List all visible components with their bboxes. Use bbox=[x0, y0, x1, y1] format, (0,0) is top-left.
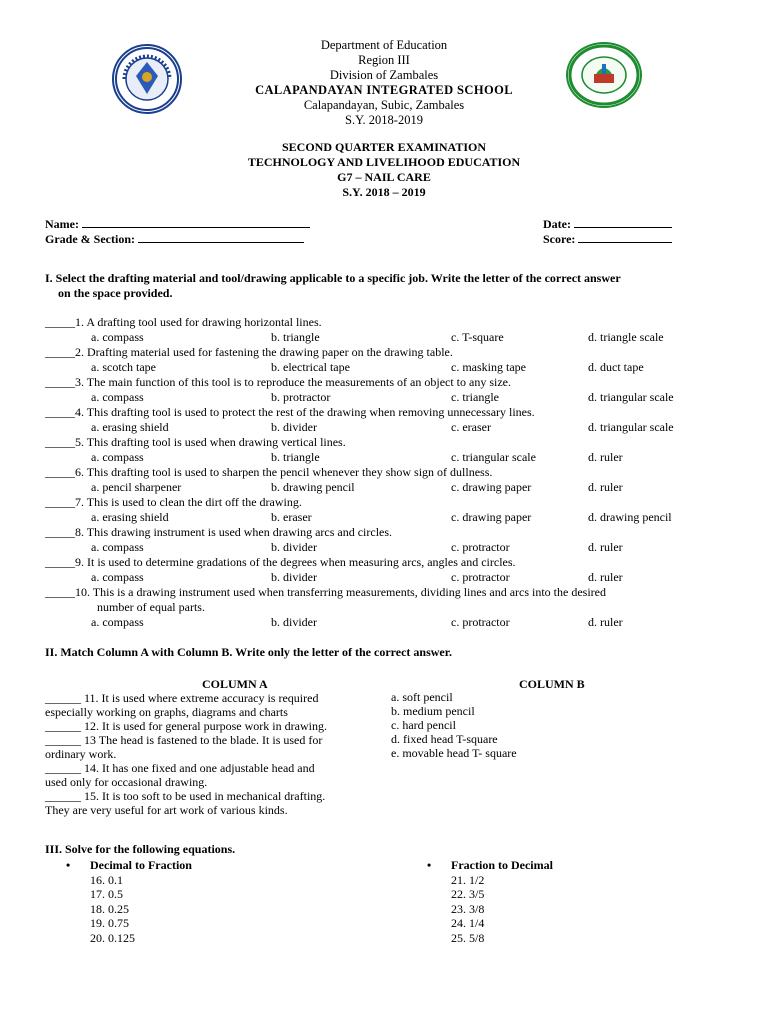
column-a-list bbox=[45, 691, 380, 817]
exam-title-line-4: S.Y. 2018 – 2019 bbox=[342, 185, 426, 199]
list-item: 23. 3/8 bbox=[451, 901, 485, 916]
option-c: c. protractor bbox=[451, 540, 510, 554]
grade-section-field bbox=[45, 232, 304, 247]
question-text: _____3. The main function of this tool is to reproduce the measurements of an object to any size. bbox=[45, 375, 511, 389]
list-item: 22. 3/5 bbox=[451, 887, 485, 901]
question-3 bbox=[45, 375, 745, 390]
list-item: 21. 1/2 bbox=[451, 872, 485, 887]
list-item: 16. 0.1 bbox=[90, 872, 123, 887]
school-name: CALAPANDAYAN INTEGRATED SCHOOL bbox=[255, 83, 513, 97]
date-blank[interactable] bbox=[574, 217, 672, 228]
column-a-line: used only for occasional drawing. bbox=[45, 775, 208, 789]
question-text: _____8. This drawing instrument is used when drawing arcs and circles. bbox=[45, 525, 393, 539]
name-blank[interactable] bbox=[82, 217, 310, 228]
option-b: b. divider bbox=[271, 615, 317, 629]
score-label: Score: bbox=[543, 232, 576, 246]
school-header bbox=[0, 38, 768, 128]
option-c: c. protractor bbox=[451, 615, 510, 629]
part3-instruction: III. Solve for the following equations. bbox=[45, 842, 236, 856]
option-b: b. electrical tape bbox=[271, 360, 350, 374]
list-item: 18. 0.25 bbox=[90, 901, 129, 916]
question-text: _____4. This drafting tool is used to protect the rest of the drawing when removing unnecessary lines. bbox=[45, 405, 535, 419]
column-a-line: ______ 11. It is used where extreme accuracy is required bbox=[45, 691, 319, 705]
option-d: d. ruler bbox=[588, 570, 623, 584]
column-a-line: ______ 13 The head is fastened to the blade. It is used for bbox=[45, 733, 323, 747]
option-a: a. compass bbox=[91, 540, 144, 554]
question-1 bbox=[45, 315, 745, 330]
option-a: a. scotch tape bbox=[91, 360, 156, 374]
fraction-to-decimal-list bbox=[427, 858, 553, 945]
column-a-line: especially working on graphs, diagrams and charts bbox=[45, 705, 288, 719]
question-text: _____6. This drafting tool is used to sharpen the pencil whenever they show sign of dullness. bbox=[45, 465, 493, 479]
option-a: a. erasing shield bbox=[91, 420, 169, 434]
option-a: a. compass bbox=[91, 390, 144, 404]
part1-instruction bbox=[45, 271, 735, 301]
bullet-icon: • bbox=[66, 858, 71, 872]
option-c: c. masking tape bbox=[451, 360, 526, 374]
question-4 bbox=[45, 405, 745, 420]
part1-instruction-line-2: on the space provided. bbox=[58, 286, 173, 300]
option-c: c. triangle bbox=[451, 390, 499, 404]
option-a: a. compass bbox=[91, 615, 144, 629]
option-b: b. protractor bbox=[271, 390, 331, 404]
school-year: S.Y. 2018-2019 bbox=[345, 113, 423, 127]
option-b: b. drawing pencil bbox=[271, 480, 355, 494]
question-text: _____1. A drafting tool used for drawing horizontal lines. bbox=[45, 315, 322, 329]
fraction-to-decimal-title bbox=[427, 858, 553, 873]
column-b-list bbox=[391, 690, 517, 760]
grade-section-blank[interactable] bbox=[138, 232, 304, 243]
exam-title-line-1: SECOND QUARTER EXAMINATION bbox=[281, 140, 487, 154]
question-text: _____7. This is used to clean the dirt off the drawing. bbox=[45, 495, 302, 509]
name-label: Name: bbox=[45, 217, 79, 231]
exam-title-line-2: TECHNOLOGY AND LIVELIHOOD EDUCATION bbox=[247, 155, 521, 169]
question-text: _____5. This drafting tool is used when drawing vertical lines. bbox=[45, 435, 346, 449]
column-b-item: c. hard pencil bbox=[391, 718, 456, 732]
option-d: d. triangle scale bbox=[588, 330, 664, 344]
question-8 bbox=[45, 525, 745, 540]
option-d: d. ruler bbox=[588, 540, 623, 554]
score-field bbox=[543, 232, 672, 247]
grade-section-label: Grade & Section: bbox=[45, 232, 135, 246]
question-text: _____2. Drafting material used for fastening the drawing paper on the drawing table. bbox=[45, 345, 453, 359]
region-name: Region III bbox=[358, 53, 410, 67]
column-a-line: ordinary work. bbox=[45, 747, 117, 761]
department-name: Department of Education bbox=[320, 38, 448, 52]
decimal-to-fraction-title bbox=[66, 858, 192, 873]
score-blank[interactable] bbox=[578, 232, 672, 243]
column-a-line: ______ 15. It is too soft to be used in mechanical drafting. bbox=[45, 789, 326, 803]
column-a-title: COLUMN A bbox=[202, 677, 268, 691]
school-address: Calapandayan, Subic, Zambales bbox=[303, 98, 465, 112]
option-d: d. ruler bbox=[588, 480, 623, 494]
fraction-to-decimal-title-text: Fraction to Decimal bbox=[451, 858, 553, 872]
list-item: 20. 0.125 bbox=[90, 930, 135, 945]
date-field bbox=[543, 217, 672, 232]
option-b: b. triangle bbox=[271, 330, 320, 344]
option-c: c. triangular scale bbox=[451, 450, 536, 464]
option-d: d. ruler bbox=[588, 615, 623, 629]
option-d: d. drawing pencil bbox=[588, 510, 672, 524]
question-2 bbox=[45, 345, 745, 360]
option-c: c. T-square bbox=[451, 330, 504, 344]
column-b-item: a. soft pencil bbox=[391, 690, 453, 704]
bullet-icon: • bbox=[427, 858, 432, 872]
option-b: b. eraser bbox=[271, 510, 312, 524]
question-text: _____9. It is used to determine gradations of the degrees when measuring arcs, angles and circles. bbox=[45, 555, 516, 569]
exam-title bbox=[0, 140, 768, 200]
column-b-title: COLUMN B bbox=[519, 677, 585, 691]
list-item: 25. 5/8 bbox=[451, 930, 485, 945]
option-c: c. eraser bbox=[451, 420, 491, 434]
option-b: b. divider bbox=[271, 570, 317, 584]
option-a: a. compass bbox=[91, 330, 144, 344]
column-b-item: d. fixed head T-square bbox=[391, 732, 498, 746]
question-text-continued: number of equal parts. bbox=[97, 600, 205, 614]
date-label: Date: bbox=[543, 217, 571, 231]
column-a-line: ______ 14. It has one fixed and one adjustable head and bbox=[45, 761, 315, 775]
option-b: b. divider bbox=[271, 540, 317, 554]
option-d: d. duct tape bbox=[588, 360, 644, 374]
question-7 bbox=[45, 495, 745, 510]
list-item: 19. 0.75 bbox=[90, 916, 129, 930]
question-6 bbox=[45, 465, 745, 480]
option-a: a. pencil sharpener bbox=[91, 480, 182, 494]
question-9 bbox=[45, 555, 745, 570]
question-10 bbox=[45, 585, 745, 615]
decimal-to-fraction-title-text: Decimal to Fraction bbox=[90, 858, 192, 872]
option-b: b. divider bbox=[271, 420, 317, 434]
option-d: d. triangular scale bbox=[588, 420, 674, 434]
option-a: a. compass bbox=[91, 450, 144, 464]
list-item: 17. 0.5 bbox=[90, 887, 123, 901]
part2-instruction: II. Match Column A with Column B. Write only the letter of the correct answer. bbox=[45, 645, 452, 659]
question-text: _____10. This is a drawing instrument used when transferring measurements, dividing lines and arcs into the desired bbox=[45, 585, 606, 599]
name-field bbox=[45, 217, 310, 232]
option-c: c. protractor bbox=[451, 570, 510, 584]
exam-title-line-3: G7 – NAIL CARE bbox=[337, 170, 431, 184]
decimal-to-fraction-list bbox=[66, 858, 192, 945]
option-d: d. triangular scale bbox=[588, 390, 674, 404]
column-a-line: They are very useful for art work of various kinds. bbox=[45, 803, 288, 817]
part1-instruction-line-1: I. Select the drafting material and tool/drawing applicable to a specific job. Write the letter of the correct answer bbox=[45, 271, 621, 285]
option-a: a. compass bbox=[91, 570, 144, 584]
option-d: d. ruler bbox=[588, 450, 623, 464]
option-a: a. erasing shield bbox=[91, 510, 169, 524]
option-c: c. drawing paper bbox=[451, 480, 532, 494]
question-5 bbox=[45, 435, 745, 450]
option-b: b. triangle bbox=[271, 450, 320, 464]
option-c: c. drawing paper bbox=[451, 510, 532, 524]
column-b-item: b. medium pencil bbox=[391, 704, 475, 718]
column-a-line: ______ 12. It is used for general purpose work in drawing. bbox=[45, 719, 327, 733]
list-item: 24. 1/4 bbox=[451, 916, 485, 930]
division-name: Division of Zambales bbox=[329, 68, 439, 82]
column-b-item: e. movable head T- square bbox=[391, 746, 517, 760]
